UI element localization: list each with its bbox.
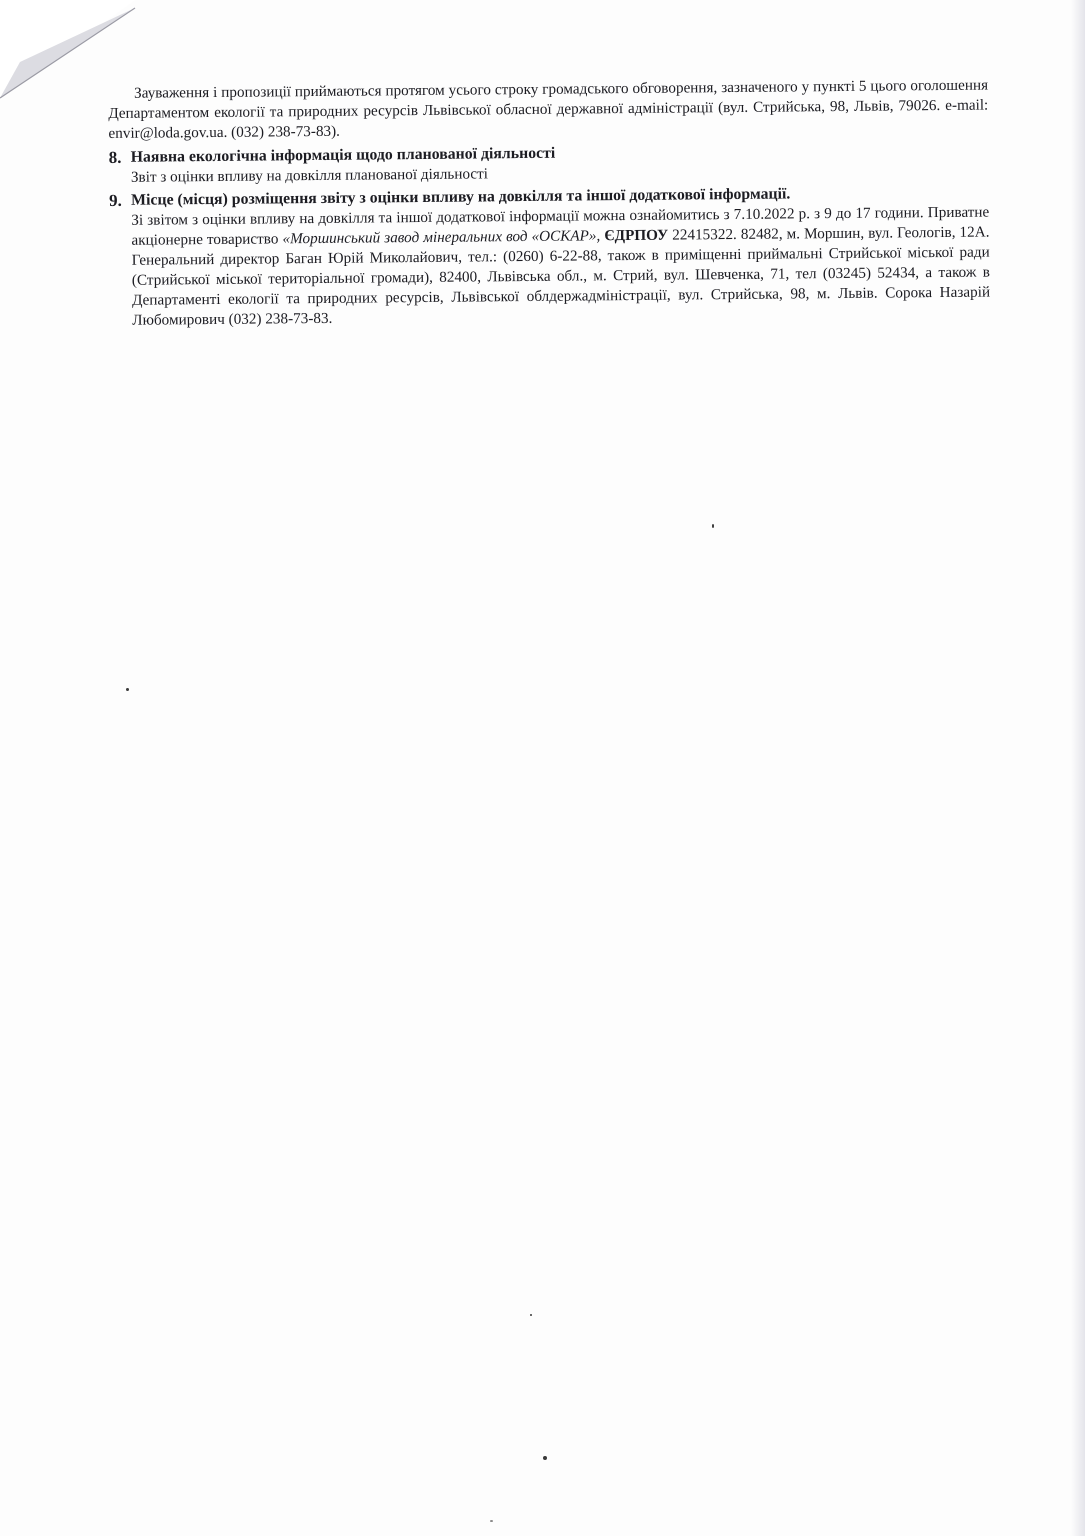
section-9-body-part1: Зі звітом з оцінки впливу на довкілля та іншої додаткової інформації можна ознайомитись з 7.10.2022 р. з 9 до 17 години. Приватне акціонерне товариство	[131, 203, 990, 249]
section-9-title: Місце (місця) розміщення звіту з оцінки впливу на довкілля та іншої додаткової інформації.	[131, 185, 791, 209]
section-8-number: 8.	[108, 147, 122, 167]
comments-paragraph: Зауваження і пропозиції приймаються протягом усього строку громадського обговорення, зазначеного у пункті 5 цього оголошення Департаментом екології та природних ресурсів Львівської обласної державної адміністрації (вул. Стрийська, 98, Львів, 79026. e-mail: envir@loda.gov.ua. (032) 238-73-83).	[108, 76, 989, 142]
scan-speck	[490, 1520, 493, 1522]
scan-speck	[530, 1314, 532, 1316]
section-9-body	[131, 203, 990, 331]
document-body	[108, 76, 990, 333]
section-8-title: Наявна екологічна інформація щодо планованої діяльності	[130, 144, 556, 166]
section-9-number: 9.	[109, 190, 122, 210]
edrpou-label: ЄДРПОУ	[604, 226, 669, 245]
company-name: «Моршинський завод мінеральних вод «ОСКАР»,	[282, 227, 601, 248]
section-8-body: Звіт з оцінки впливу на довкілля планованої діяльності	[130, 165, 489, 186]
scan-speck	[126, 688, 129, 691]
page-edge-shadow	[1071, 0, 1085, 1536]
scan-speck	[543, 1456, 547, 1460]
scan-speck	[712, 524, 714, 528]
section-9-body-part2: 22415322. 82482, м. Моршин, вул. Геологів, 12А. Генеральний директор Баган Юрій Миколайович, тел.: (0260) 6-22-88, також в приміщенні приймальні Стрийської міської ради (Стрийської міської територіальної громади), 82400, Львівська обл., м. Стрий, вул. Шевченка, 71, тел (03245) 52434, а також в Департаменті екології та природних ресурсів, Львівської облдержадміністрації, вул. Стрийська, 98, м. Львів. Сорока Назарій Любомирович (032) 238-73-83.	[131, 223, 991, 329]
